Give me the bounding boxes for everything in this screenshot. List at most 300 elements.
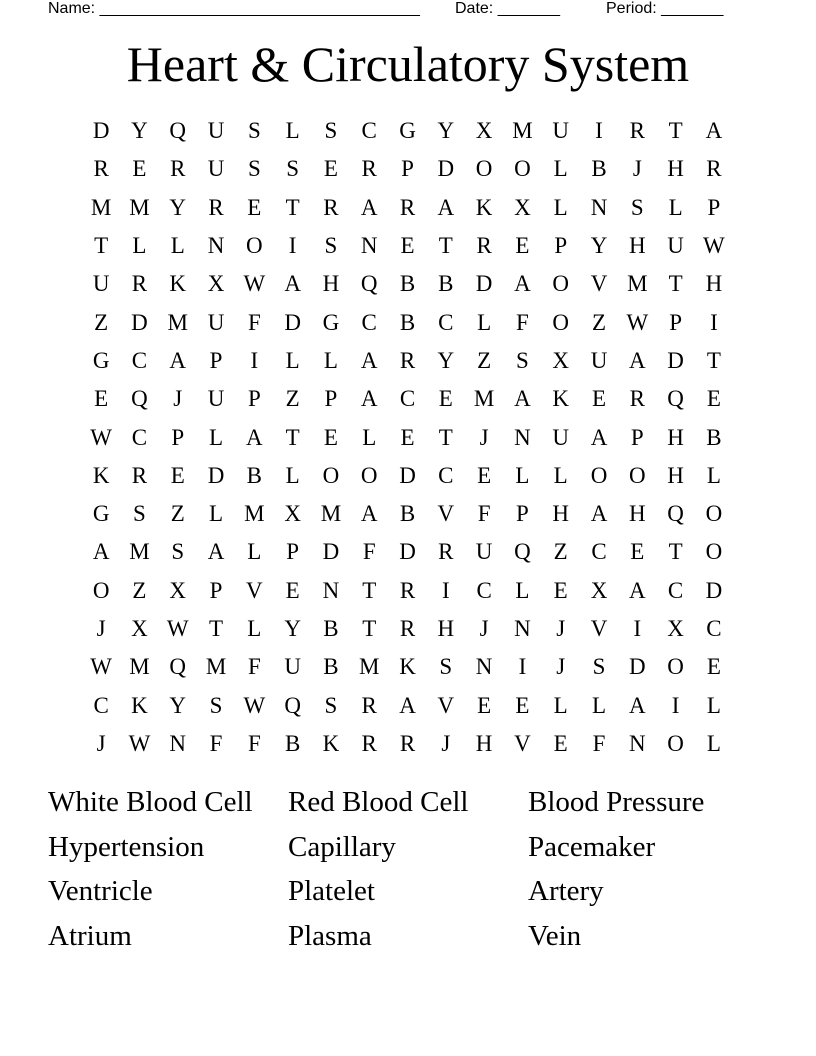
grid-letter: A (169, 347, 187, 373)
grid-letter: D (131, 309, 148, 335)
grid-letter: Y (437, 118, 455, 144)
grid-letter: E (553, 730, 568, 756)
grid-letter: D (399, 462, 416, 488)
grid-letter: Z (132, 577, 147, 603)
grid-letter: P (209, 347, 223, 373)
grid-letter: M (205, 654, 227, 680)
grid-letter: C (361, 118, 377, 144)
grid-letter: V (590, 616, 608, 641)
period-field-label: Period: _______ (606, 0, 724, 17)
grid-letter: N (514, 616, 531, 641)
grid-letter: K (399, 654, 416, 680)
grid-letter: L (706, 730, 721, 756)
grid-letter: E (285, 577, 300, 603)
grid-letter: J (556, 616, 566, 641)
grid-letter: X (552, 347, 570, 373)
grid-letter: L (706, 692, 721, 718)
grid-letter: C (399, 386, 416, 412)
grid-letter: N (475, 654, 493, 680)
grid-letter: S (247, 118, 261, 144)
grid-letter: T (362, 577, 377, 603)
grid-letter: L (285, 462, 300, 488)
grid-letter: O (552, 271, 570, 297)
grid-letter: R (629, 386, 645, 412)
grid-letter: R (476, 233, 492, 259)
grid-letter: I (518, 654, 527, 680)
grid-letter: L (247, 616, 262, 641)
grid-letter: Q (360, 271, 378, 297)
grid-letter: B (284, 730, 301, 756)
grid-letter: A (628, 692, 646, 718)
grid-letter: P (286, 539, 300, 565)
grid-letter: E (323, 156, 338, 182)
grid-letter: L (323, 347, 338, 373)
grid-letter: F (209, 730, 223, 756)
grid-letter: P (630, 424, 644, 450)
grid-letter: A (399, 692, 416, 718)
grid-letter: O (514, 156, 531, 182)
grid-letter: L (553, 156, 568, 182)
grid-letter: R (629, 118, 645, 144)
grid-letter: X (590, 577, 608, 603)
grid-letter: U (207, 386, 225, 412)
grid-letter: R (361, 730, 377, 756)
grid-letter: T (94, 233, 109, 259)
grid-letter: C (438, 309, 454, 335)
grid-letter: N (322, 577, 340, 603)
grid-letter: P (247, 386, 261, 412)
grid-letter: H (628, 501, 646, 527)
word-bank-item: Vein (528, 919, 582, 952)
grid-letter: A (514, 271, 531, 297)
grid-letter: C (438, 462, 454, 488)
grid-letter: H (437, 616, 455, 641)
grid-letter: U (475, 539, 493, 565)
grid-letter: N (360, 233, 378, 259)
grid-letter: R (93, 156, 109, 182)
grid-letter: E (438, 386, 453, 412)
grid-letter: K (169, 271, 187, 297)
grid-letter: Y (169, 194, 187, 220)
grid-letter: O (552, 309, 570, 335)
grid-letter: R (131, 271, 148, 297)
grid-letter: T (706, 347, 721, 373)
grid-letter: E (706, 386, 721, 412)
grid-letter: M (90, 194, 112, 220)
grid-letter: D (207, 462, 225, 488)
grid-letter: K (92, 462, 110, 488)
grid-letter: M (129, 539, 150, 565)
grid-letter: N (628, 730, 646, 756)
grid-letter: I (441, 577, 450, 603)
grid-letter: L (515, 577, 530, 603)
grid-letter: T (668, 118, 683, 144)
grid-letter: O (360, 462, 378, 488)
grid-letter: M (244, 501, 265, 527)
grid-letter: F (362, 539, 376, 565)
grid-letter: U (284, 654, 301, 680)
grid-letter: R (361, 692, 377, 718)
grid-letter: E (400, 424, 415, 450)
grid-letter: G (92, 501, 110, 527)
word-bank-item: Pacemaker (528, 830, 656, 863)
grid-letter: U (92, 271, 110, 297)
grid-letter: P (554, 233, 568, 259)
grid-letter: H (322, 271, 340, 297)
grid-letter: I (595, 118, 603, 144)
grid-letter: A (360, 347, 378, 373)
grid-letter: S (247, 156, 261, 182)
grid-letter: J (441, 730, 451, 756)
grid-letter: F (592, 730, 606, 756)
grid-letter: C (131, 424, 148, 450)
grid-letter: E (400, 233, 415, 259)
grid-letter: L (591, 692, 607, 718)
grid-letter: R (706, 156, 722, 182)
grid-letter: B (591, 156, 607, 182)
grid-letter: P (171, 424, 185, 450)
grid-letter: S (592, 654, 606, 680)
grid-letter: B (706, 424, 722, 450)
grid-letter: Q (169, 654, 187, 680)
word-bank-item: Red Blood Cell (288, 786, 469, 818)
grid-letter: W (626, 309, 649, 335)
grid-letter: L (132, 233, 147, 259)
word-bank-item: Platelet (288, 875, 375, 907)
grid-letter: S (171, 539, 185, 565)
grid-letter: R (170, 156, 186, 182)
date-field-label: Date: _______ (455, 0, 560, 17)
grid-letter: V (437, 501, 455, 527)
grid-letter: Q (131, 386, 148, 412)
grid-letter: Y (169, 692, 187, 718)
grid-letter: X (169, 577, 187, 603)
grid-letter: I (250, 347, 259, 373)
grid-letter: O (92, 577, 110, 603)
grid-letter: E (553, 577, 568, 603)
grid-letter: Q (514, 539, 531, 565)
grid-letter: O (322, 462, 340, 488)
grid-letter: S (630, 194, 644, 220)
grid-letter: H (628, 233, 646, 259)
grid-letter: D (284, 309, 301, 335)
grid-letter: M (167, 309, 188, 335)
grid-letter: M (473, 386, 495, 412)
grid-letter: H (475, 730, 493, 756)
grid-letter: Z (94, 309, 109, 335)
grid-letter: A (628, 577, 646, 603)
grid-letter: O (705, 539, 723, 565)
grid-letter: B (438, 271, 454, 297)
word-search-grid (82, 112, 733, 763)
grid-letter: S (133, 501, 146, 527)
grid-letter: R (399, 577, 416, 603)
grid-letter: W (90, 424, 112, 450)
grid-letter: Q (667, 501, 684, 527)
grid-letter: I (671, 692, 680, 718)
grid-letter: F (247, 309, 261, 335)
grid-letter: A (514, 386, 531, 412)
grid-letter: U (552, 424, 570, 450)
grid-letter: S (516, 347, 529, 373)
grid-letter: J (96, 616, 106, 641)
grid-letter: A (705, 118, 723, 144)
grid-letter: P (669, 309, 682, 335)
grid-letter: F (247, 730, 261, 756)
grid-letter: D (399, 539, 416, 565)
grid-letter: A (92, 539, 110, 565)
grid-letter: A (360, 386, 378, 412)
word-bank-item: Atrium (48, 919, 132, 952)
grid-letter: S (209, 692, 223, 718)
grid-letter: R (438, 539, 454, 565)
grid-letter: Z (285, 386, 300, 412)
grid-letter: M (627, 271, 648, 297)
grid-letter: Q (169, 118, 187, 144)
grid-letter: W (90, 654, 112, 680)
grid-letter: S (324, 692, 338, 718)
grid-letter: C (591, 539, 607, 565)
word-bank-item: Artery (528, 875, 604, 907)
grid-letter: X (514, 194, 531, 220)
grid-letter: Z (477, 347, 492, 373)
grid-letter: W (166, 616, 189, 641)
grid-letter: J (479, 616, 489, 641)
grid-letter: E (477, 462, 492, 488)
grid-letter: D (92, 118, 110, 144)
grid-letter: O (667, 730, 684, 756)
word-bank-item: Capillary (288, 830, 396, 863)
grid-letter: Y (437, 347, 455, 373)
grid-letter: D (667, 347, 684, 373)
grid-letter: E (247, 194, 262, 220)
grid-letter: P (516, 501, 529, 527)
grid-letter: T (668, 539, 683, 565)
grid-letter: I (710, 309, 718, 335)
grid-letter: E (170, 462, 185, 488)
grid-letter: L (285, 118, 300, 144)
grid-letter: A (360, 501, 378, 527)
grid-letter: R (131, 462, 148, 488)
grid-letter: H (667, 156, 684, 182)
grid-letter: O (705, 501, 723, 527)
grid-letter: E (591, 386, 607, 412)
grid-letter: H (667, 462, 684, 488)
grid-letter: V (437, 692, 455, 718)
grid-letter: E (477, 692, 492, 718)
grid-letter: E (515, 233, 530, 259)
grid-letter: W (703, 233, 725, 259)
grid-letter: T (209, 616, 224, 641)
grid-letter: L (515, 462, 530, 488)
word-bank (48, 780, 768, 958)
grid-letter: L (285, 347, 300, 373)
grid-letter: P (324, 386, 338, 412)
grid-letter: A (207, 539, 225, 565)
grid-letter: S (439, 654, 453, 680)
word-bank-item: Hypertension (48, 830, 205, 863)
grid-letter: H (667, 424, 684, 450)
page-title: Heart & Circulatory System (126, 36, 690, 92)
grid-letter: R (208, 194, 224, 220)
grid-letter: T (285, 194, 300, 220)
grid-letter: O (590, 462, 608, 488)
grid-letter: A (246, 424, 263, 450)
word-bank-item: Plasma (288, 919, 372, 952)
grid-letter: B (399, 501, 416, 527)
grid-letter: R (399, 347, 416, 373)
grid-letter: T (438, 233, 453, 259)
grid-letter: K (131, 692, 148, 718)
grid-letter: F (247, 654, 261, 680)
grid-letter: L (706, 462, 721, 488)
grid-letter: X (207, 271, 225, 297)
grid-letter: E (94, 386, 109, 412)
grid-letter: B (399, 309, 416, 335)
grid-letter: L (553, 462, 568, 488)
grid-letter: A (590, 424, 608, 450)
grid-letter: D (628, 654, 646, 680)
grid-letter: T (438, 424, 453, 450)
worksheet-header (48, 0, 748, 20)
grid-letter: H (705, 271, 723, 297)
grid-letter: G (322, 309, 340, 335)
grid-letter: X (475, 118, 493, 144)
grid-letter: E (323, 424, 338, 450)
grid-letter: M (320, 501, 342, 527)
grid-letter: L (477, 309, 492, 335)
grid-letter: F (477, 501, 491, 527)
grid-letter: C (93, 692, 109, 718)
grid-letter: I (633, 616, 642, 641)
grid-letter: Y (590, 233, 608, 259)
grid-letter: N (514, 424, 531, 450)
grid-letter: D (437, 156, 455, 182)
grid-letter: D (705, 577, 723, 603)
grid-letter: U (590, 347, 608, 373)
grid-letter: T (285, 424, 300, 450)
grid-letter: R (399, 616, 416, 641)
grid-letter: U (207, 156, 225, 182)
grid-letter: P (209, 577, 223, 603)
name-field-label: Name: ____________________________________ (48, 0, 420, 17)
grid-letter: C (667, 577, 684, 603)
grid-letter: H (552, 501, 570, 527)
grid-letter: A (437, 194, 455, 220)
grid-letter: V (246, 577, 263, 603)
grid-letter: U (667, 233, 684, 259)
grid-letter: S (286, 156, 300, 182)
grid-letter: R (323, 194, 339, 220)
grid-letter: J (632, 156, 642, 182)
grid-letter: D (322, 539, 340, 565)
grid-letter: M (359, 654, 380, 680)
grid-letter: U (552, 118, 570, 144)
grid-letter: N (590, 194, 608, 220)
grid-letter: X (667, 616, 684, 641)
grid-letter: K (475, 194, 493, 220)
grid-letter: Q (667, 386, 684, 412)
grid-letter: Z (591, 309, 607, 335)
grid-letter: K (322, 730, 340, 756)
grid-letter: E (630, 539, 645, 565)
grid-letter: L (668, 194, 683, 220)
grid-letter: K (552, 386, 570, 412)
grid-letter: C (476, 577, 492, 603)
grid-letter: A (628, 347, 646, 373)
grid-letter: E (706, 654, 721, 680)
grid-letter: U (207, 309, 225, 335)
grid-letter: O (246, 233, 263, 259)
word-bank-item: Blood Pressure (528, 786, 705, 818)
grid-letter: L (553, 194, 568, 220)
grid-letter: F (516, 309, 529, 335)
grid-letter: J (173, 386, 183, 412)
grid-letter: Q (284, 692, 301, 718)
word-bank-item: White Blood Cell (48, 786, 253, 818)
grid-letter: B (323, 616, 339, 641)
grid-letter: W (243, 271, 266, 297)
grid-letter: B (323, 654, 339, 680)
grid-letter: B (246, 462, 262, 488)
grid-letter: L (209, 424, 224, 450)
grid-letter: M (129, 194, 150, 220)
grid-letter: J (479, 424, 489, 450)
grid-letter: A (284, 271, 301, 297)
grid-letter: X (131, 616, 148, 641)
grid-letter: G (92, 347, 110, 373)
grid-letter: T (668, 271, 683, 297)
grid-letter: A (360, 194, 378, 220)
grid-letter: L (170, 233, 185, 259)
grid-letter: V (514, 730, 531, 756)
grid-letter: N (169, 730, 187, 756)
word-bank-item: Ventricle (48, 875, 153, 907)
grid-letter: M (512, 118, 533, 144)
grid-letter: L (209, 501, 224, 527)
grid-letter: E (515, 692, 530, 718)
grid-letter: C (131, 347, 148, 373)
grid-letter: G (399, 118, 416, 144)
grid-letter: R (361, 156, 377, 182)
grid-letter: L (553, 692, 568, 718)
grid-letter: L (362, 424, 377, 450)
grid-letter: W (128, 730, 151, 756)
grid-letter: S (324, 118, 338, 144)
grid-letter: O (628, 462, 646, 488)
grid-letter: C (361, 309, 377, 335)
grid-letter: S (324, 233, 338, 259)
grid-letter: R (399, 730, 416, 756)
grid-letter: I (288, 233, 297, 259)
grid-letter: V (590, 271, 608, 297)
grid-letter: R (399, 194, 416, 220)
grid-letter: P (401, 156, 414, 182)
grid-letter: T (362, 616, 377, 641)
grid-letter: A (590, 501, 608, 527)
grid-letter: Z (170, 501, 185, 527)
grid-letter: X (284, 501, 301, 527)
grid-letter: D (475, 271, 493, 297)
grid-letter: L (247, 539, 262, 565)
grid-letter: P (707, 194, 721, 220)
grid-letter: M (129, 654, 150, 680)
grid-letter: J (556, 654, 566, 680)
grid-letter: Y (131, 118, 148, 144)
grid-letter: N (207, 233, 225, 259)
grid-letter: C (706, 616, 722, 641)
grid-letter: B (399, 271, 416, 297)
